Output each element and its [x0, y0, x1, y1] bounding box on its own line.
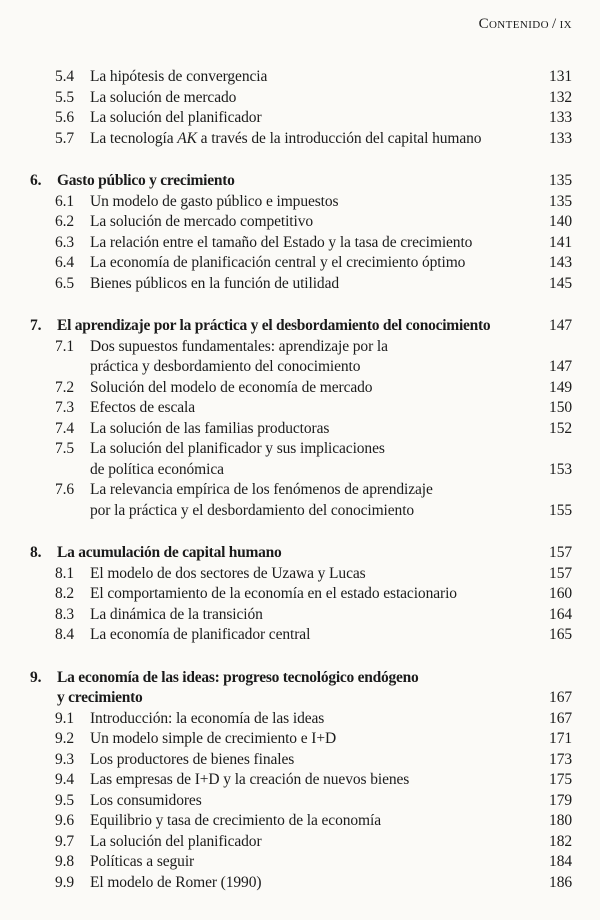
toc-line	[30, 419, 572, 440]
toc-entry-9-3	[30, 750, 572, 771]
running-header	[30, 16, 572, 33]
running-header-title: Contenido	[478, 16, 549, 32]
toc-line	[30, 770, 572, 791]
entry-page-number: 133	[549, 129, 572, 147]
toc-line	[30, 564, 572, 585]
toc-line	[30, 274, 572, 295]
running-header-page-number: ix	[559, 16, 572, 32]
entry-title: La solución de mercado competitivo	[90, 213, 314, 230]
toc-line	[30, 398, 572, 419]
toc-entry-9-1	[30, 709, 572, 730]
entry-title: El modelo de Romer (1990)	[90, 873, 262, 891]
toc-entry-9-7	[30, 832, 572, 853]
entry-page-number: 143	[549, 254, 572, 271]
entry-number: 9.8	[55, 853, 75, 870]
entry-number: 6.2	[55, 213, 75, 230]
toc-line	[30, 605, 572, 626]
entry-number: 9.5	[55, 791, 75, 809]
entry-number: 7.2	[55, 378, 75, 396]
entry-number: 9.3	[55, 750, 75, 768]
entry-number: 7.5	[55, 440, 75, 457]
entry-page-number: 145	[549, 274, 572, 292]
toc-line	[30, 233, 572, 254]
toc-entry-8-4	[30, 625, 572, 646]
entry-page-number: 135	[549, 192, 572, 210]
entry-number: 5.7	[55, 129, 75, 147]
toc-entry-6-3	[30, 233, 572, 254]
entry-number: 8.	[30, 544, 42, 561]
entry-page-number: 180	[549, 812, 572, 829]
toc-entry-8-3	[30, 605, 572, 626]
entry-number: 6.3	[55, 233, 75, 251]
entry-title: El comportamiento de la economía en el estado estacionario	[90, 585, 457, 602]
toc-line	[30, 750, 572, 771]
entry-title: La solución del planificador y sus implicaciones	[90, 440, 385, 457]
entry-number: 8.1	[55, 564, 75, 582]
toc-line	[30, 852, 572, 873]
toc-entry-9-6	[30, 811, 572, 832]
toc-line	[30, 480, 572, 501]
toc-line	[30, 108, 572, 129]
table-of-contents	[30, 67, 572, 893]
entry-page-number: 132	[549, 88, 572, 106]
entry-title: La solución del planificador	[90, 832, 262, 850]
toc-line	[30, 67, 572, 88]
entry-title: La relación entre el tamaño del Estado y la tasa de crecimiento	[90, 233, 473, 251]
entry-title: La economía de las ideas: progreso tecnológico endógeno	[57, 668, 419, 686]
entry-page-number: 147	[549, 317, 572, 334]
entry-page-number: 184	[549, 853, 572, 870]
toc-entry-7-1	[30, 337, 572, 378]
entry-number: 8.3	[55, 605, 75, 623]
entry-page-number: 152	[549, 419, 572, 437]
entry-page-number: 182	[549, 832, 572, 850]
entry-title: La dinámica de la transición	[90, 605, 263, 623]
entry-title: La solución de las familias productoras	[90, 419, 330, 437]
toc-line	[30, 543, 572, 564]
entry-title: y crecimiento	[57, 689, 143, 706]
entry-title: Un modelo de gasto público e impuestos	[90, 192, 339, 210]
entry-page-number: 164	[549, 605, 572, 623]
entry-title: La acumulación de capital humano	[57, 544, 282, 561]
toc-entry-7-6	[30, 480, 572, 521]
entry-title: Los consumidores	[90, 791, 202, 809]
entry-title: La economía de planificador central	[90, 626, 311, 643]
entry-title: La solución del planificador	[90, 109, 262, 126]
toc-line	[30, 316, 572, 337]
entry-page-number: 186	[549, 873, 572, 891]
toc-line	[30, 212, 572, 233]
entry-title: La hipótesis de convergencia	[90, 68, 268, 85]
entry-page-number: 155	[549, 501, 572, 519]
entry-page-number: 140	[549, 213, 572, 230]
toc-entry-5-5	[30, 88, 572, 109]
entry-page-number: 167	[549, 709, 572, 727]
toc-line	[30, 811, 572, 832]
toc-line	[30, 337, 572, 358]
toc-line	[30, 460, 572, 481]
entry-number: 5.6	[55, 109, 75, 126]
toc-entry-9-9	[30, 873, 572, 894]
entry-number: 7.1	[55, 337, 75, 355]
entry-title: práctica y desbordamiento del conocimiento	[90, 358, 361, 375]
entry-title: Políticas a seguir	[90, 853, 195, 870]
entry-page-number: 141	[549, 233, 572, 251]
entry-title: Los productores de bienes finales	[90, 750, 295, 768]
toc-line	[30, 668, 572, 689]
entry-page-number: 160	[549, 585, 572, 602]
toc-line	[30, 501, 572, 522]
entry-page-number: 153	[549, 460, 572, 478]
toc-entry-6-5	[30, 274, 572, 295]
running-header-separator: /	[552, 16, 557, 32]
entry-number: 7.	[30, 317, 42, 334]
entry-page-number: 171	[549, 730, 572, 747]
entry-title: Introducción: la economía de las ideas	[90, 709, 325, 727]
entry-number: 9.4	[55, 771, 75, 788]
toc-line	[30, 192, 572, 213]
toc-line	[30, 171, 572, 192]
toc-entry-7	[30, 316, 572, 337]
toc-entry-9-8	[30, 852, 572, 873]
toc-line	[30, 688, 572, 709]
entry-title: de política económica	[90, 460, 224, 478]
toc-line	[30, 584, 572, 605]
entry-page-number: 150	[549, 399, 572, 416]
entry-number: 9.9	[55, 873, 75, 891]
entry-number: 9.6	[55, 812, 75, 829]
toc-entry-6-2	[30, 212, 572, 233]
toc-entry-6-1	[30, 192, 572, 213]
entry-title: Bienes públicos en la función de utilidad	[90, 274, 340, 292]
entry-number: 6.	[30, 172, 42, 189]
entry-title: Un modelo simple de crecimiento e I+D	[90, 730, 337, 747]
toc-entry-9-5	[30, 791, 572, 812]
entry-number: 6.5	[55, 274, 75, 292]
entry-number: 9.2	[55, 730, 75, 747]
entry-page-number: 131	[549, 68, 572, 85]
entry-title: Dos supuestos fundamentales: aprendizaje por la	[90, 337, 388, 355]
toc-line	[30, 378, 572, 399]
toc-entry-7-3	[30, 398, 572, 419]
toc-line	[30, 439, 572, 460]
entry-title: La relevancia empírica de los fenómenos de aprendizaje	[90, 481, 433, 498]
entry-title: El modelo de dos sectores de Uzawa y Lucas	[90, 564, 366, 582]
entry-number: 9.1	[55, 709, 75, 727]
entry-page-number: 135	[549, 172, 572, 189]
toc-line	[30, 129, 572, 150]
entry-page-number: 165	[549, 626, 572, 643]
toc-entry-7-5	[30, 439, 572, 480]
toc-line	[30, 832, 572, 853]
entry-title: Equilibrio y tasa de crecimiento de la economía	[90, 812, 381, 829]
entry-title: Las empresas de I+D y la creación de nuevos bienes	[90, 771, 410, 788]
entry-title: Efectos de escala	[90, 399, 196, 416]
toc-line	[30, 709, 572, 730]
entry-page-number: 175	[549, 771, 572, 788]
entry-page-number: 167	[549, 689, 572, 706]
entry-number: 7.3	[55, 399, 75, 416]
entry-number: 5.4	[55, 68, 75, 85]
toc-line	[30, 88, 572, 109]
toc-line	[30, 791, 572, 812]
toc-line	[30, 625, 572, 646]
entry-number: 8.2	[55, 585, 75, 602]
entry-number: 7.4	[55, 419, 75, 437]
entry-page-number: 157	[549, 544, 572, 561]
toc-entry-8	[30, 543, 572, 564]
toc-line	[30, 357, 572, 378]
entry-title-italic: AK	[177, 129, 197, 147]
entry-number: 5.5	[55, 88, 75, 106]
entry-page-number: 157	[549, 564, 572, 582]
entry-title: El aprendizaje por la práctica y el desbordamiento del conocimiento	[57, 317, 491, 334]
entry-title: La solución de mercado	[90, 88, 237, 106]
entry-number: 7.6	[55, 481, 75, 498]
toc-entry-9-2	[30, 729, 572, 750]
toc-entry-8-2	[30, 584, 572, 605]
entry-number: 9.	[30, 668, 42, 686]
toc-entry-9-4	[30, 770, 572, 791]
entry-title: Gasto público y crecimiento	[57, 172, 235, 189]
entry-page-number: 149	[549, 378, 572, 396]
toc-entry-5-4	[30, 67, 572, 88]
toc-entry-9	[30, 668, 572, 709]
toc-entry-7-4	[30, 419, 572, 440]
entry-page-number: 133	[549, 109, 572, 126]
entry-title: Solución del modelo de economía de mercado	[90, 378, 373, 396]
toc-entry-8-1	[30, 564, 572, 585]
entry-number: 6.4	[55, 254, 75, 271]
entry-title: por la práctica y el desbordamiento del conocimiento	[90, 501, 415, 519]
entry-title: La tecnología AK a través de la introducción del capital humano	[90, 129, 482, 147]
entry-number: 6.1	[55, 192, 75, 210]
entry-page-number: 179	[549, 791, 572, 809]
toc-entry-7-2	[30, 378, 572, 399]
entry-number: 8.4	[55, 626, 75, 643]
toc-entry-5-6	[30, 108, 572, 129]
toc-line	[30, 729, 572, 750]
entry-title: La economía de planificación central y el crecimiento óptimo	[90, 254, 466, 271]
toc-line	[30, 253, 572, 274]
entry-number: 9.7	[55, 832, 75, 850]
toc-entry-6	[30, 171, 572, 192]
toc-entry-6-4	[30, 253, 572, 274]
toc-line	[30, 873, 572, 894]
entry-page-number: 173	[549, 750, 572, 768]
toc-entry-5-7	[30, 129, 572, 150]
entry-page-number: 147	[549, 358, 572, 375]
